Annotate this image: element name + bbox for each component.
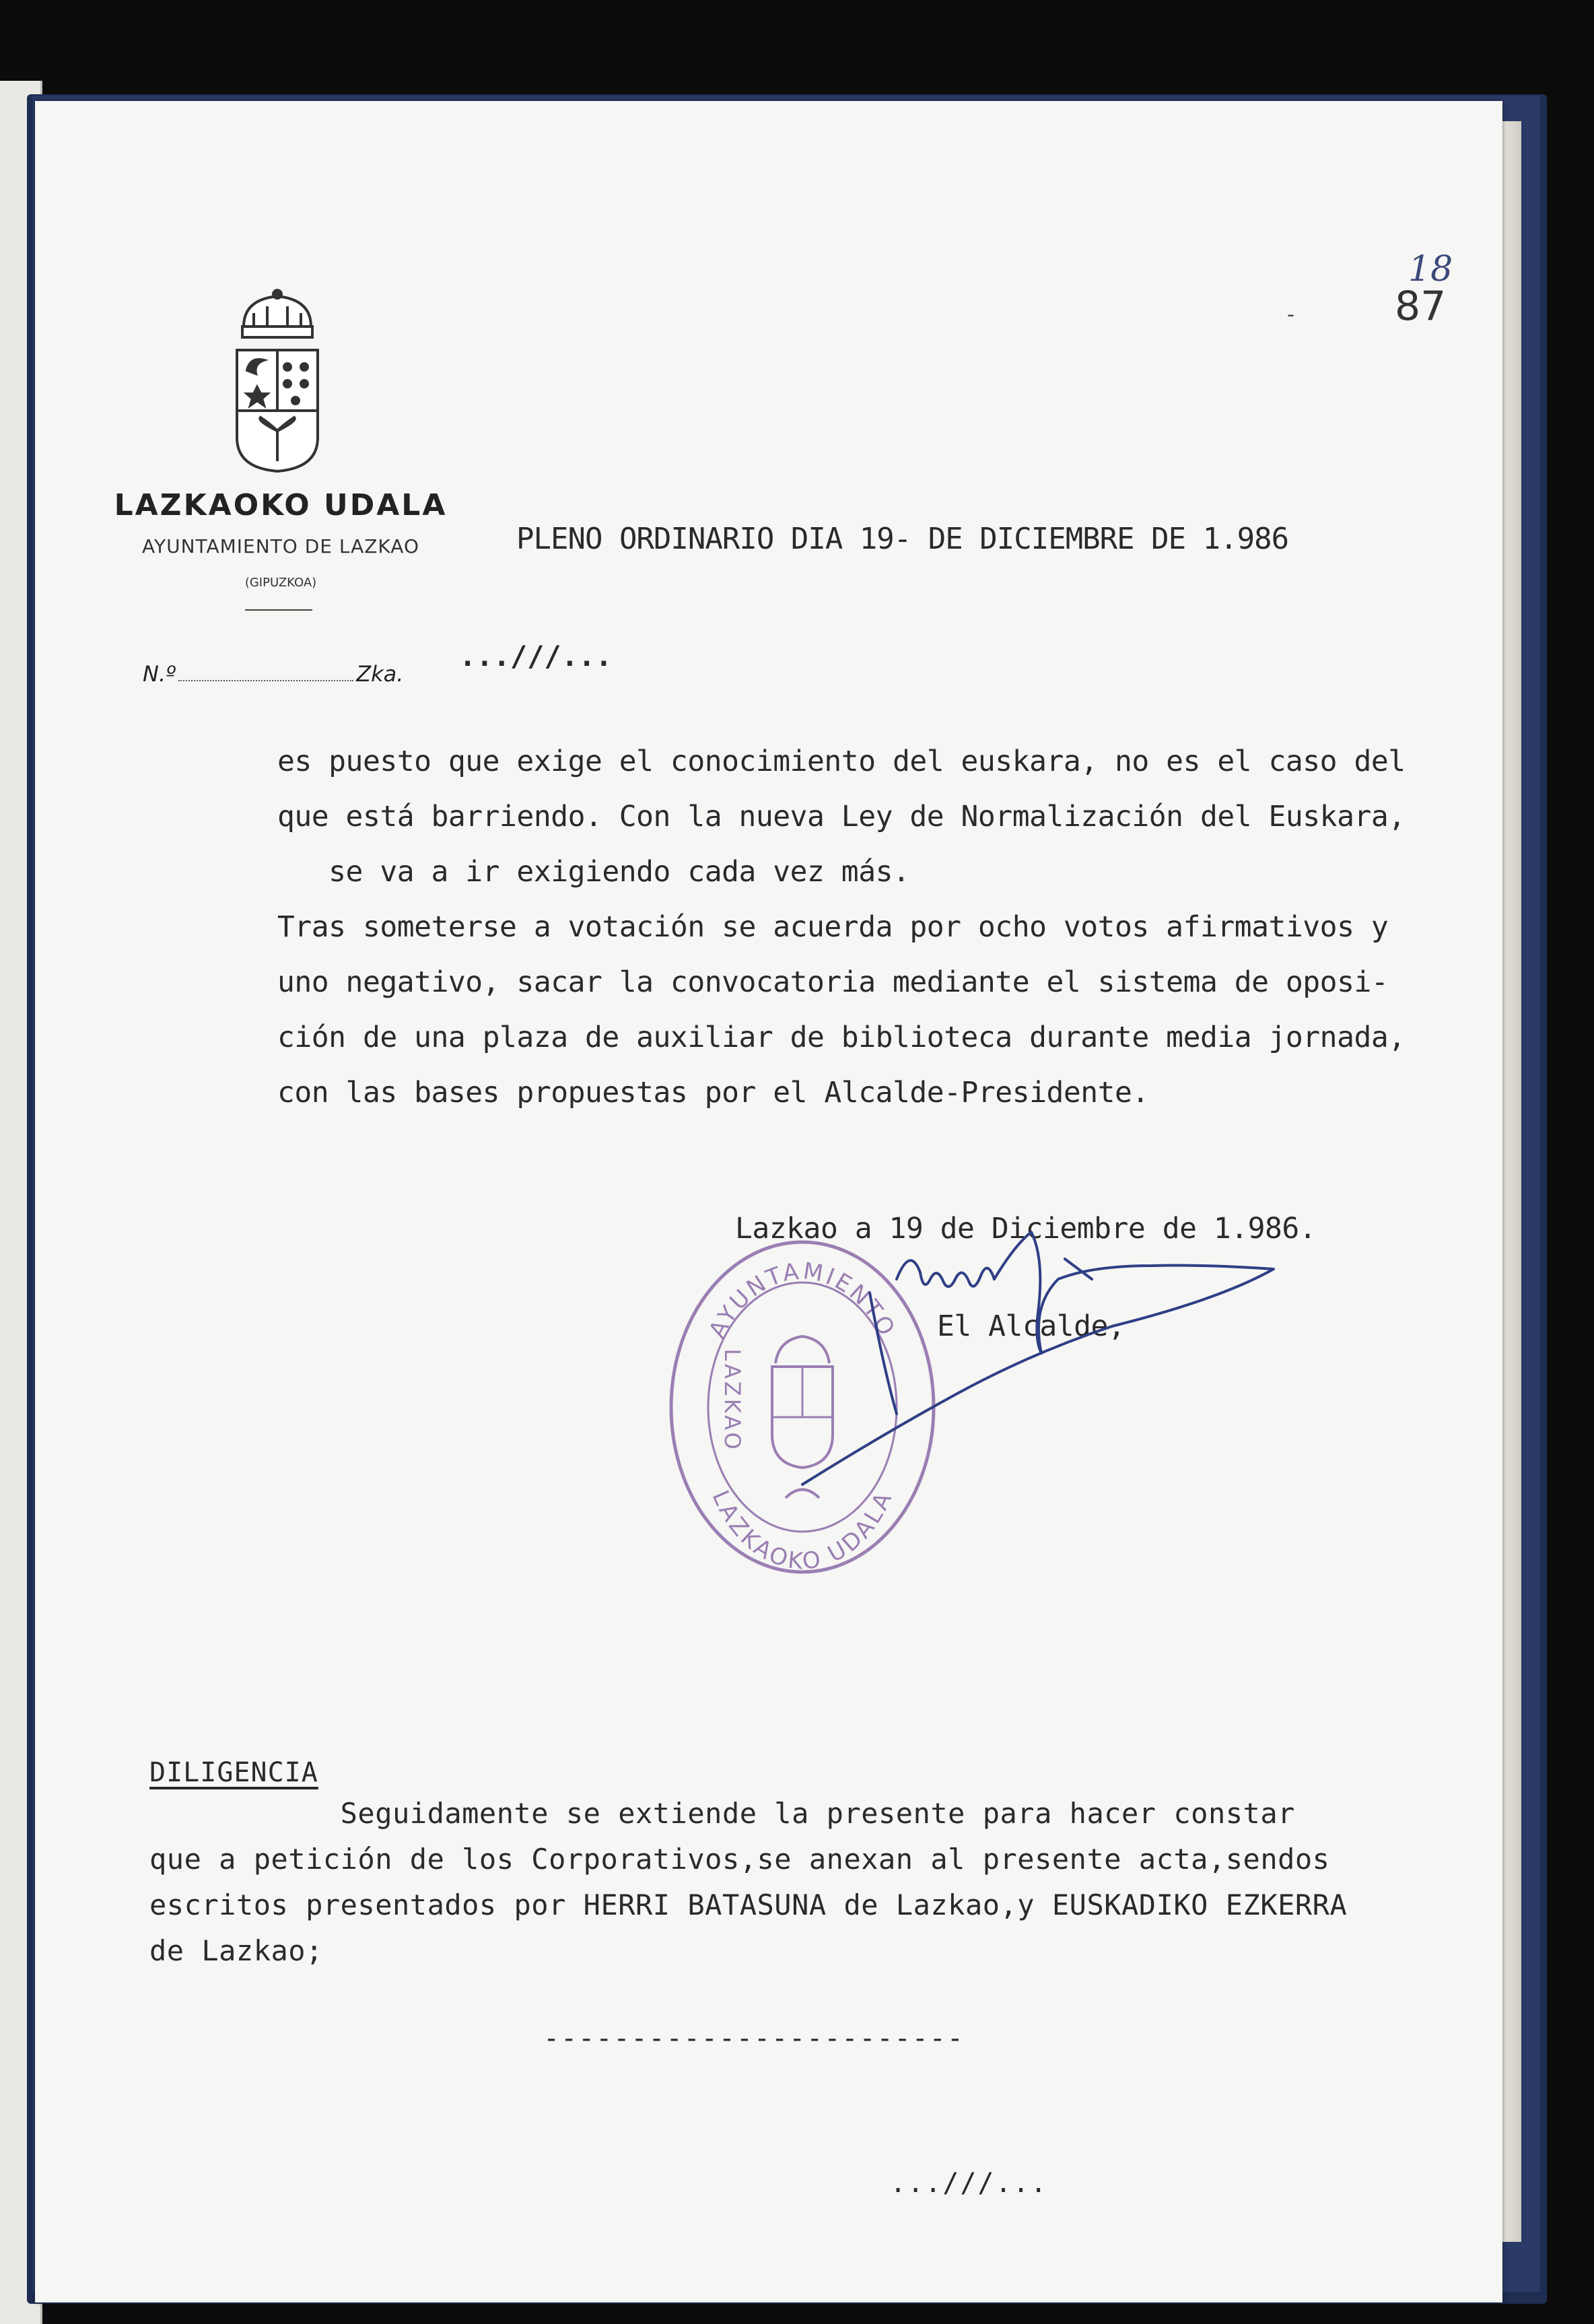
- minutes-body: [277, 734, 1489, 1120]
- diligencia-line: de Lazkao;: [149, 1934, 323, 1967]
- org-name: LAZKAOKO UDALA: [114, 488, 448, 522]
- session-header: PLENO ORDINARIO DIA 19- DE DICIEMBRE DE 1.986: [516, 522, 1289, 556]
- number-label: N.º: [143, 661, 176, 687]
- handwritten-number: 18: [1408, 249, 1453, 289]
- body-line: es puesto que exige el conocimiento del euskara, no es el caso del: [277, 745, 1406, 778]
- diligencia-line: Seguidamente se extiende la presente para hacer constar: [149, 1797, 1295, 1830]
- seal-top-text: AYUNTAMIENTO: [703, 1258, 901, 1342]
- reference-number-field: [143, 661, 403, 687]
- diligencia-body: [149, 1791, 1428, 1974]
- org-subtitle: AYUNTAMIENTO DE LAZKAO: [141, 535, 419, 557]
- body-line: se va a ir exigiendo cada vez más.: [277, 855, 910, 889]
- closing-dashes: ------------------------: [543, 2023, 965, 2054]
- letterhead-rule: [245, 609, 312, 611]
- body-line: con las bases propuestas por el Alcalde-Presidente.: [277, 1076, 1149, 1109]
- page-number: 87: [1395, 283, 1447, 330]
- continuation-mark-bottom: ...///...: [890, 2168, 1048, 2199]
- continuation-mark-top: ...///...: [459, 640, 613, 673]
- body-line: que está barriendo. Con la nueva Ley de Normalización del Euskara,: [277, 800, 1406, 833]
- signer-title: El Alcalde,: [937, 1309, 1125, 1343]
- document-page: [35, 101, 1502, 2302]
- body-line: uno negativo, sacar la convocatoria mediante el sistema de oposi-: [277, 965, 1389, 999]
- coat-of-arms-icon: [230, 286, 324, 475]
- diligencia-line: que a petición de los Corporativos,se anexan al presente acta,sendos: [149, 1843, 1330, 1876]
- body-line: Tras someterse a votación se acuerda por ocho votos afirmativos y: [277, 910, 1389, 944]
- place-date: Lazkao a 19 de Diciembre de 1.986.: [735, 1212, 1317, 1245]
- number-suffix: Zka.: [356, 661, 404, 687]
- mayor-signature: [775, 1219, 1301, 1528]
- seal-bottom-text: LAZKAOKO UDALA: [706, 1486, 899, 1575]
- org-region: (GIPUZKOA): [244, 576, 317, 590]
- number-dots: [178, 680, 353, 681]
- body-line: ción de una plaza de auxiliar de biblioteca durante media jornada,: [277, 1021, 1406, 1054]
- diligencia-line: escritos presentados por HERRI BATASUNA de Lazkao,y EUSKADIKO EZKERRA: [149, 1888, 1348, 1921]
- diligencia-title: DILIGENCIA: [149, 1757, 318, 1788]
- small-mark: -: [1287, 303, 1294, 327]
- seal-left-text: LAZKAO: [720, 1348, 745, 1452]
